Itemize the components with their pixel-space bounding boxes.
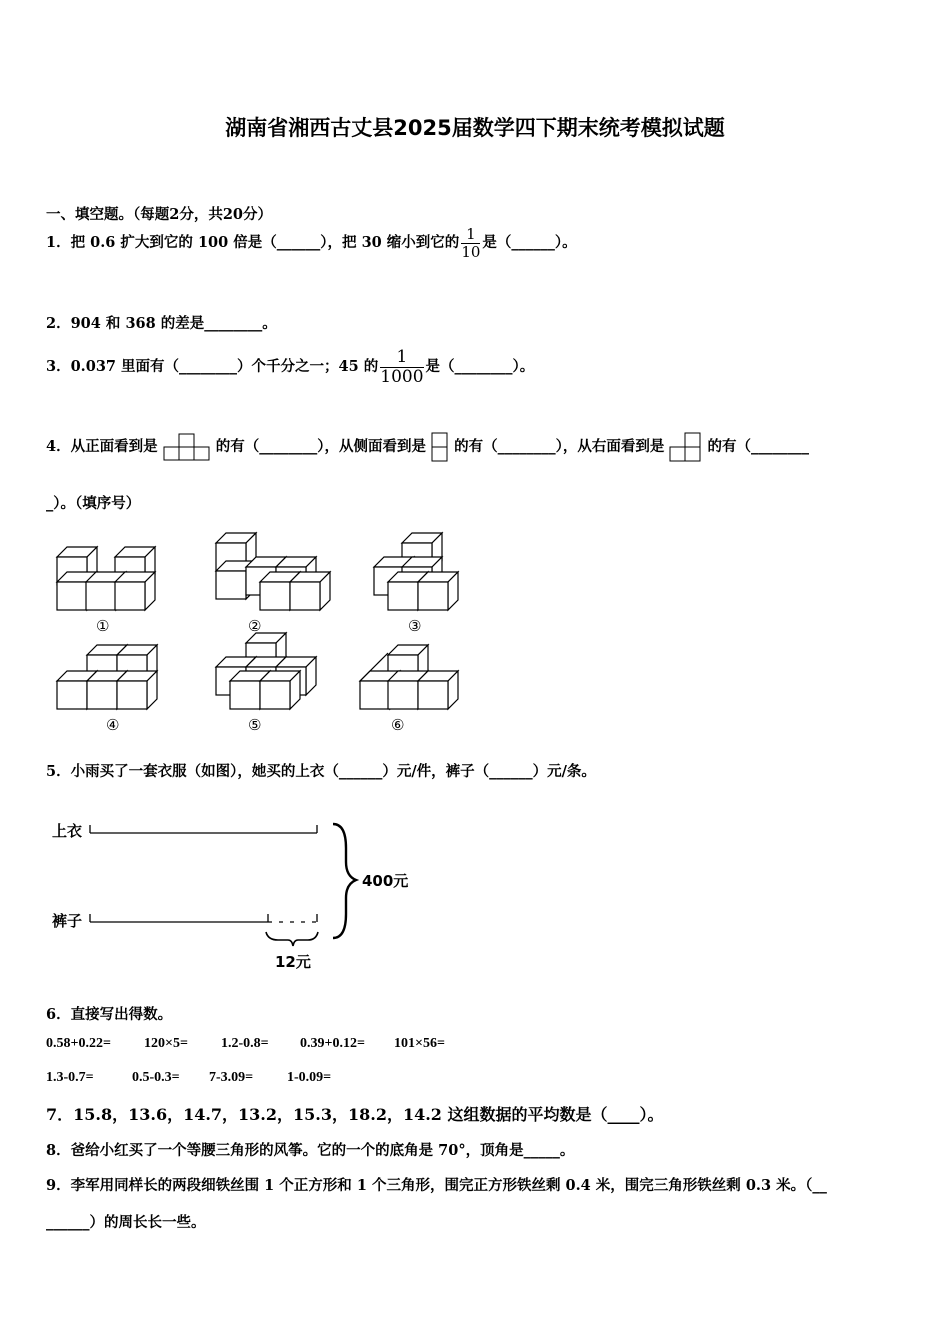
- fraction-numerator: 1: [466, 225, 476, 243]
- calc-7: 0.5-0.3=: [132, 1070, 180, 1085]
- side-view-icon: [431, 432, 449, 462]
- question-8: 8．爸给小红买了一个等腰三角形的风筝。它的一个的底角是 70°，顶角是_____。: [46, 1142, 575, 1159]
- section-heading: 一、填空题。（每题2分，共20分）: [46, 206, 273, 223]
- total-label: 400元: [362, 872, 409, 890]
- fraction-one-tenth: [461, 226, 480, 260]
- figure-label-6: ⑥: [391, 716, 405, 734]
- question-1-text-b: 是（______）。: [482, 234, 577, 251]
- question-4-text-d: 的有（________: [707, 438, 809, 455]
- question-4-continued: _）。（填序号）: [46, 495, 141, 512]
- cube-figure-4: [57, 645, 157, 709]
- cube-figure-6: [360, 645, 458, 709]
- calc-2: 120×5=: [144, 1036, 188, 1051]
- cube-figure-2: [216, 533, 330, 610]
- cube-figure-5: [216, 633, 316, 709]
- question-1-text-a: 1．把 0.6 扩大到它的 100 倍是（______），把 30 缩小到它的: [46, 234, 460, 251]
- calc-5: 101×56=: [394, 1036, 445, 1051]
- question-3-text-b: 是（________）。: [425, 358, 535, 376]
- question-5: 5．小雨买了一套衣服（如图），她买的上衣（______）元/件，裤子（______）元/条。: [46, 763, 596, 780]
- question-1: [46, 226, 577, 260]
- figure-label-3: ③: [408, 617, 422, 635]
- figure-label-4: ④: [106, 716, 120, 734]
- label-top: 上衣: [52, 822, 83, 840]
- calc-8: 7-3.09=: [209, 1070, 254, 1085]
- label-bottom: 裤子: [52, 912, 83, 930]
- right-view-icon: [669, 432, 702, 462]
- question-9: 9．李军用同样长的两段细铁丝围 1 个正方形和 1 个三角形，围完正方形铁丝剩 0.4 米，围完三角形铁丝剩 0.3 米。（__: [46, 1177, 827, 1194]
- figure-label-1: ①: [96, 617, 110, 635]
- question-4-text-b: 的有（________），从侧面看到是: [215, 438, 426, 455]
- calc-3: 1.2-0.8=: [221, 1036, 269, 1051]
- question-4-text-c: 的有（________），从右面看到是: [454, 438, 665, 455]
- calc-6: 1.3-0.7=: [46, 1070, 94, 1085]
- difference-label: 12元: [275, 953, 311, 971]
- question-7: 7．15.8，13.6，14.7，13.2，15.3，18.2，14.2 这组数据的平均数是（____）。: [46, 1105, 664, 1124]
- page-title: 湖南省湘西古丈县2025届数学四下期末统考模拟试题: [225, 116, 725, 140]
- question-3-text-a: 3．0.037 里面有（________）个千分之一；45 的: [46, 358, 379, 376]
- question-4: [46, 432, 809, 462]
- front-view-icon: [163, 433, 211, 461]
- fraction-denominator: 1000: [380, 366, 424, 387]
- fraction-one-thousandth: [380, 348, 423, 386]
- question-9-continued: ______）的周长长一些。: [46, 1214, 206, 1231]
- calc-4: 0.39+0.12=: [300, 1036, 365, 1051]
- calc-1: 0.58+0.22=: [46, 1036, 111, 1051]
- fraction-denominator: 10: [461, 242, 481, 261]
- cube-figure-3: [374, 533, 458, 610]
- line-segment-diagram: [40, 810, 420, 980]
- question-2: 2．904 和 368 的差是________。: [46, 315, 277, 332]
- figure-label-5: ⑤: [248, 716, 262, 734]
- fraction-numerator: 1: [396, 347, 408, 367]
- question-6: 6．直接写出得数。: [46, 1006, 173, 1023]
- figure-label-2: ②: [248, 617, 262, 635]
- question-4-text-a: 4．从正面看到是: [46, 438, 158, 455]
- cube-figure-1: [57, 547, 155, 610]
- calc-9: 1-0.09=: [287, 1070, 332, 1085]
- question-3: [46, 348, 534, 386]
